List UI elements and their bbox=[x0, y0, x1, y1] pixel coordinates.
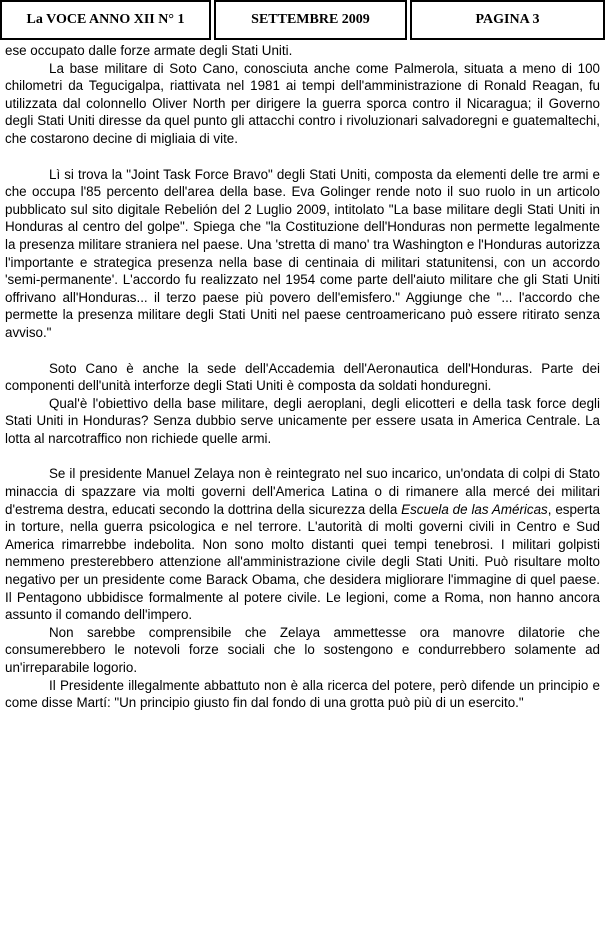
paragraph-zelaya-maneuvers: Non sarebbe comprensibile che Zelaya ammettesse ora manovre dilatorie che consumerebbero le notevoli forze sociali che lo sostengono e condurrebbero solamente ad un'irreparabile logorio. bbox=[5, 624, 600, 675]
paragraph-aeronautics-academy: Soto Cano è anche la sede dell'Accademia dell'Aeronautica dell'Honduras. Parte dei componenti dell'unità interforze degli Stati Uniti è composta da soldati honduregni. bbox=[5, 360, 600, 394]
italic-school-name: Escuela de las Américas bbox=[401, 501, 548, 517]
article-body bbox=[5, 42, 600, 712]
issue-info-box: La VOCE ANNO XII N° 1 bbox=[0, 0, 211, 40]
paragraph-coup-threat bbox=[5, 465, 600, 623]
paragraph-joint-task-force: Lì si trova la "Joint Task Force Bravo" degli Stati Uniti, composta da elementi delle tre armi e che occupa l'85 percento dell'area della base. Eva Golinger rende noto il suo ruolo in un articolo pubblicato sul sito digitale Rebelión del 2 Luglio 2009, intitolato "La base militare degli Stati Uniti in Honduras al centro del golpe". Spiega che "la Costituzione dell'Honduras non permette legalmente la presenza militare straniera nel paese. Una 'stretta di mano' tra Washington e l'Honduras autorizza l'importante e strategica presenza nella base di centinaia di militari statunitensi, con un accordo 'semi-permanente'. L'accordo fu realizzato nel 1954 come parte dell'aiuto militare che gli Stati Uniti offrivano all'Honduras... il terzo paese più povero dell'emisfero." Aggiunge che "... l'accordo che permette la presenza militare degli Stati Uniti nel paese centroamericano può essere ritirato senza avviso." bbox=[5, 166, 600, 340]
page-number-box: PAGINA 3 bbox=[410, 0, 605, 40]
page-header bbox=[0, 0, 605, 42]
paragraph-marti-quote: Il Presidente illegalmente abbattuto non è alla ricerca del potere, però difende un principio e come disse Martí: "Un principio giusto fin dal fondo di una grotta può più di un esercito." bbox=[5, 677, 600, 711]
paragraph-base-objective: Qual'è l'obiettivo della base militare, degli aeroplani, degli elicotteri e della task force degli Stati Uniti in Honduras? Senza dubbio serve unicamente per essere usata in America Centrale. La lotta al narcotraffico non richiede quelle armi. bbox=[5, 395, 600, 446]
date-box: SETTEMBRE 2009 bbox=[214, 0, 407, 40]
text-span: , esperta in torture, nella guerra psicologica e nel terrore. L'autorità di molti governi civili in Centro e Sud America rimarrebbe indebolita. Non sono molto distanti quei tempi tenebrosi. I militari golpisti nemmeno presterebbero attenzione all'amministrazione civile degli Stati Uniti. Può risultare molto negativo per un presidente come Barack Obama, che desidera migliorare l'immagine di quel paese. Il Pentagono ubbidisce formalmente al potere civile. Le legioni, come a Roma, non hanno ancora assunto il comando dell'impero. bbox=[5, 501, 601, 623]
text-span: Se il presidente Manuel Zelaya non è reintegrato nel suo incarico, un'ondata di colpi di Stato minaccia di spazzare via molti governi dell'America Latina o di rimanere alla mercé dei militari d'estrema destra, educati secondo la dottrina della sicurezza della bbox=[5, 466, 600, 517]
paragraph-continuation: ese occupato dalle forze armate degli Stati Uniti. bbox=[5, 43, 293, 58]
paragraph-soto-cano-base: La base militare di Soto Cano, conosciuta anche come Palmerola, situata a meno di 100 chilometri da Tegucigalpa, riattivata nel 1981 ai tempi dell'amministrazione di Ronald Reagan, fu utilizzata dal colonnello Oliver North per dirigere la guerra sporca contro il Nicaragua; il Governo degli Stati Uniti diresse da quel punto gli attacchi contro i rivoluzionari salvadoregni e guatemaltechi, che costarono decine di migliaia di vite. bbox=[5, 60, 600, 146]
